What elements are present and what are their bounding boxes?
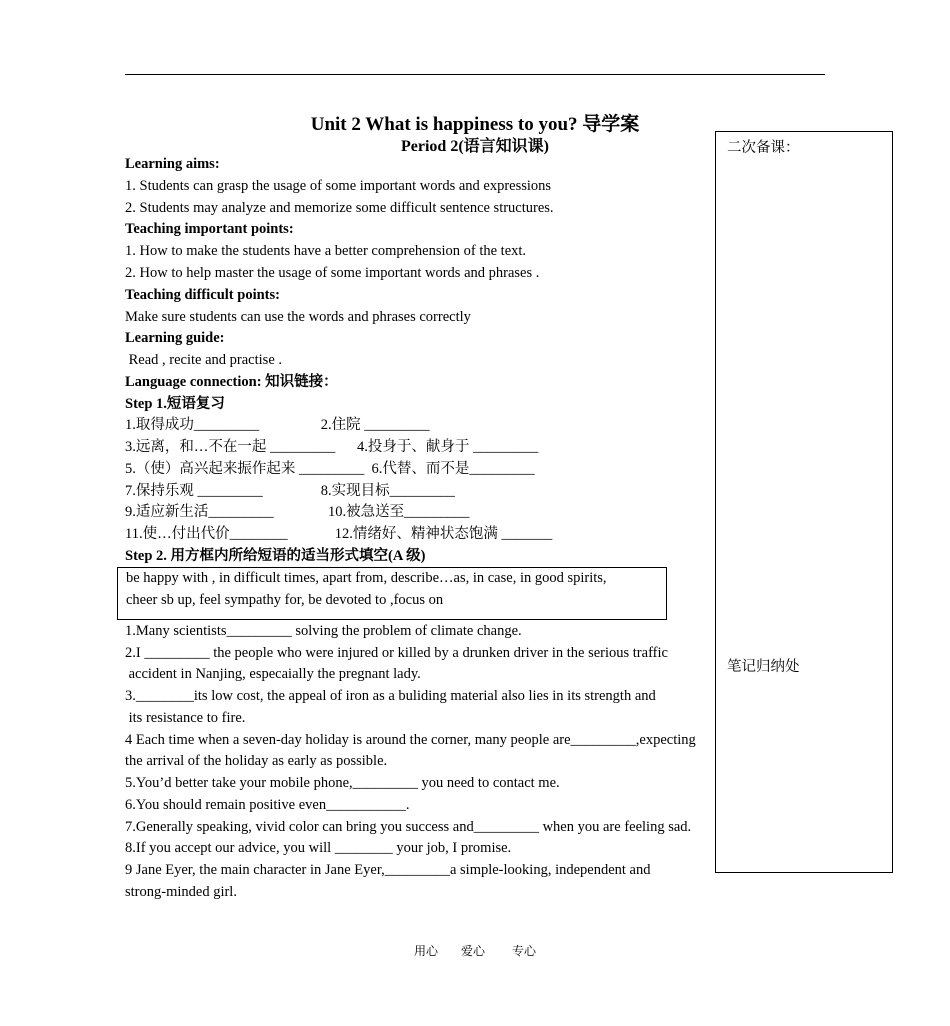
page-title: Unit 2 What is happiness to you? 导学案 [310,114,640,135]
important-point-2: 2. How to help master the usage of some important words and phrases . [125,265,540,281]
notes-sidebar [715,131,893,873]
exercise-3: 3.________its low cost, the appeal of iron as a buliding material also lies in its strength and [125,688,656,704]
exercise-8: 8.If you accept our advice, you will ________ your job, I promise. [125,840,512,856]
exercise-6: 6.You should remain positive even___________. [125,797,410,813]
phrase-review-row-5: 9.适应新生活_________ 10.被急送至_________ [125,504,470,520]
learning-guide-text: Read , recite and practise . [125,352,283,368]
heading-learning-aims: Learning aims: [125,156,220,172]
exercise-9: 9 Jane Eyer, the main character in Jane Eyer,_________a simple-looking, independent and [125,862,651,878]
page-subtitle: Period 2(语言知识课) [401,138,549,155]
exercise-4: 4 Each time when a seven-day holiday is around the corner, many people are_________,expecting [125,732,696,748]
exercise-2: 2.I _________ the people who were injured or killed by a drunken driver in the serious traffic [125,645,668,661]
important-point-1: 1. How to make the students have a better comprehension of the text. [125,243,527,259]
exercise-7: 7.Generally speaking, vivid color can bring you success and_________ when you are feeling sad. [125,819,692,835]
phrase-review-row-4: 7.保持乐观 _________ 8.实现目标_________ [125,483,455,499]
heading-difficult-points: Teaching difficult points: [125,287,280,303]
exercise-1: 1.Many scientists_________ solving the problem of climate change. [125,623,522,639]
exercise-4-cont: the arrival of the holiday as early as possible. [125,753,388,769]
header-rule [125,74,825,75]
footer-item-2: 爱心 [461,944,486,958]
phrase-review-row-6: 11.使…付出代价________ 12.情绪好、精神状态饱满 _______ [125,526,553,542]
aim-2: 2. Students may analyze and memorize some difficult sentence structures. [125,200,554,216]
heading-language-connection: Language connection: 知识链接： [125,374,338,390]
heading-learning-guide: Learning guide: [125,330,225,346]
heading-step-2: Step 2. 用方框内所给短语的适当形式填空(A 级) [125,548,426,564]
heading-important-points: Teaching important points: [125,221,294,237]
aim-1: 1. Students can grasp the usage of some important words and expressions [125,178,552,194]
footer-item-1: 用心 [414,944,439,958]
phrase-review-row-2: 3.远离，和…不在一起 _________ 4.投身于、献身于 _________ [125,439,539,455]
exercise-5: 5.You’d better take your mobile phone,_________ you need to contact me. [125,775,560,791]
phrase-box-line-1: be happy with , in difficult times, apart from, describe…as, in case, in good spirits, [126,570,607,586]
phrase-review-row-3: 5.（使）高兴起来振作起来 _________ 6.代替、而不是_________ [125,461,535,477]
exercise-2-cont: accident in Nanjing, especaially the pregnant lady. [125,666,421,682]
phrase-box-line-2: cheer sb up, feel sympathy for, be devoted to ,focus on [126,592,444,608]
sidebar-label-notes: 笔记归纳处 [727,659,800,675]
exercise-9-cont: strong-minded girl. [125,884,237,900]
footer-item-3: 专心 [512,944,537,958]
difficult-point-1: Make sure students can use the words and phrases correctly [125,309,471,325]
heading-step-1: Step 1.短语复习 [125,396,225,412]
phrase-box [117,567,667,620]
phrase-review-row-1: 1.取得成功_________ 2.住院 _________ [125,417,430,433]
sidebar-label-second-prep: 二次备课： [727,140,800,156]
exercise-3-cont: its resistance to fire. [125,710,246,726]
